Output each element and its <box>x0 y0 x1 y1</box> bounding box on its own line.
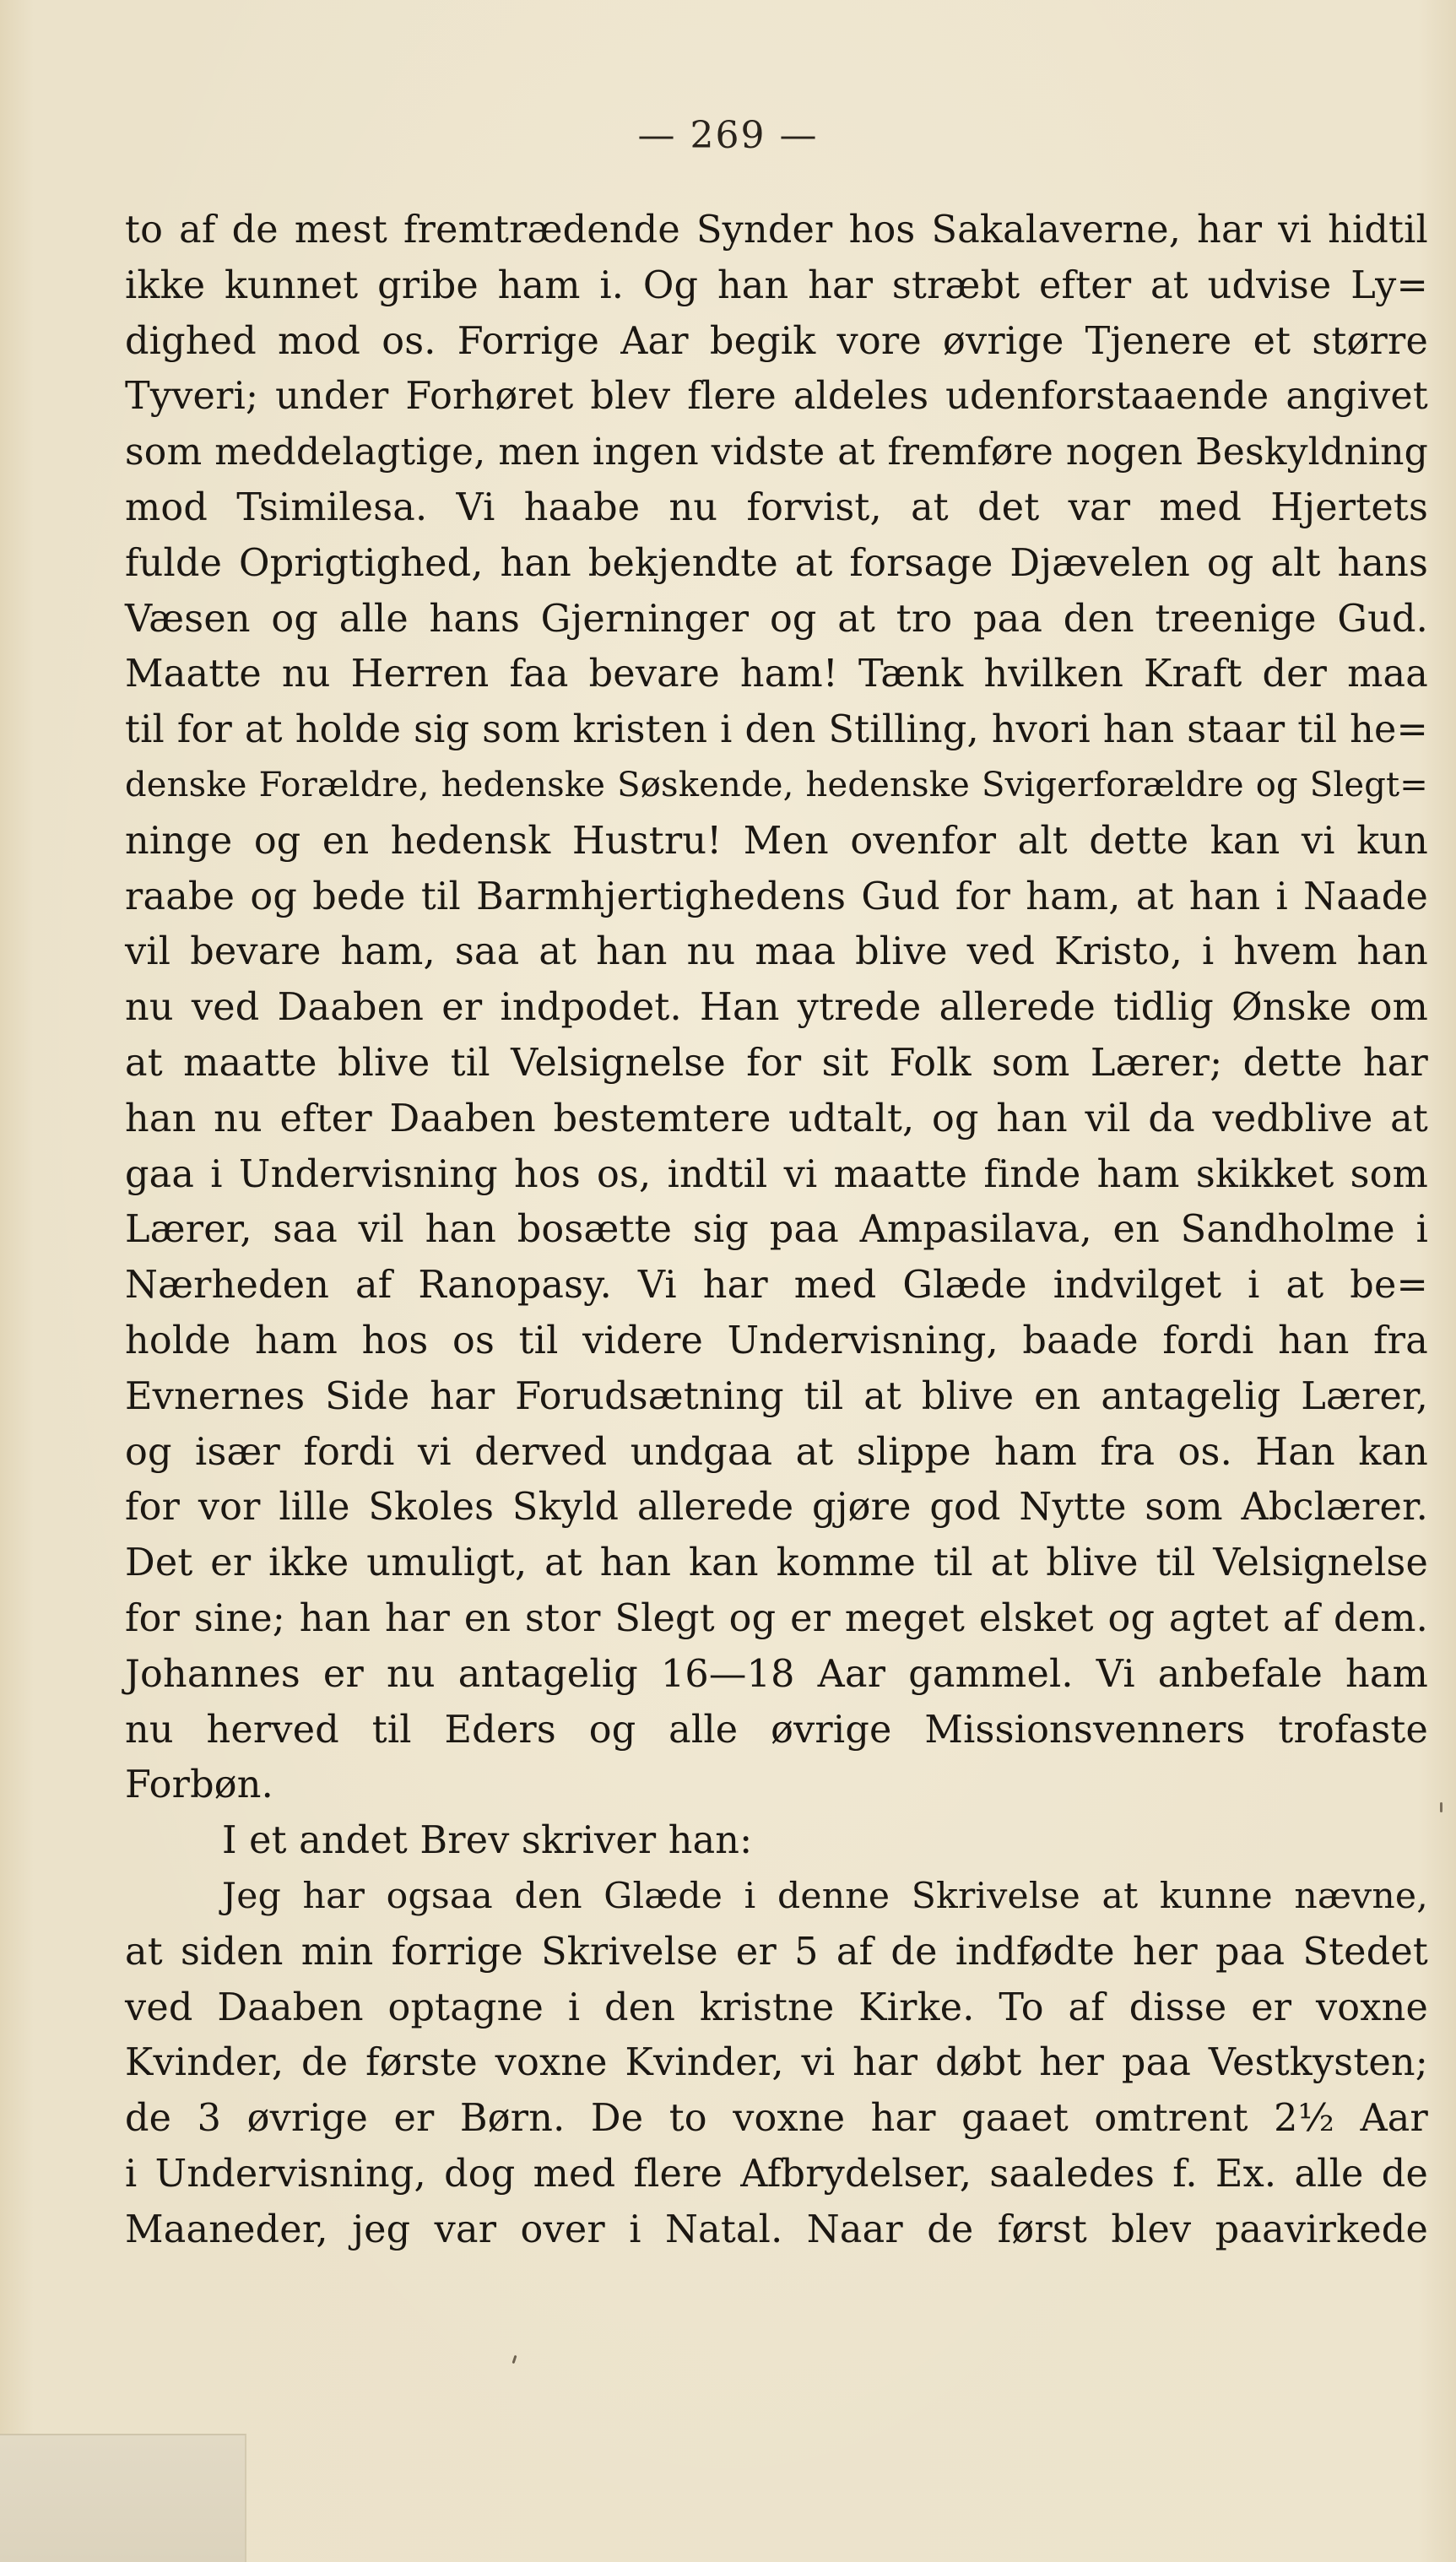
page-number: — 269 — <box>637 114 819 157</box>
page-body-text <box>125 203 1428 2257</box>
text-line: ved Daaben optagne i den kristne Kirke. To af disse er voxne <box>125 1985 1428 2029</box>
text-line: Kvinder, de første voxne Kvinder, vi har døbt her paa Vestkysten; <box>125 2041 1428 2085</box>
text-line: og især fordi vi derved undgaa at slippe ham fra os. Han kan <box>125 1430 1428 1474</box>
text-line: raabe og bede til Barmhjertighedens Gud for ham, at han i Naade <box>125 875 1428 918</box>
page-corner-fold <box>0 2434 246 2562</box>
text-line: som meddelagtige, men ingen vidste at fremføre nogen Beskyldning <box>125 431 1428 474</box>
text-line: mod Tsimilesa. Vi haabe nu forvist, at det var med Hjertets <box>125 485 1428 529</box>
text-line: nu herved til Eders og alle øvrige Missionsvenners trofaste <box>125 1708 1428 1752</box>
text-line: holde ham hos os til videre Undervisning, baade fordi han fra <box>125 1319 1428 1362</box>
text-line: Maaneder, jeg var over i Natal. Naar de først blev paavirkede <box>125 2207 1428 2251</box>
text-line: de 3 øvrige er Børn. De to voxne har gaaet omtrent 2½ Aar <box>125 2097 1428 2141</box>
text-line: Maatte nu Herren faa bevare ham! Tænk hvilken Kraft der maa <box>125 653 1428 696</box>
text-line: for vor lille Skoles Skyld allerede gjøre god Nytte som Abclærer. <box>125 1486 1428 1530</box>
text-line: Lærer, saa vil han bosætte sig paa Ampasilava, en Sandholme i <box>125 1208 1428 1252</box>
text-line: to af de mest fremtrædende Synder hos Sakalaverne, har vi hidtil <box>125 209 1428 252</box>
text-line: vil bevare ham, saa at han nu maa blive ved Kristo, i hvem han <box>125 930 1428 974</box>
text-line: ikke kunnet gribe ham i. Og han har stræbt efter at udvise Ly= <box>125 263 1428 307</box>
margin-mark <box>1440 1802 1442 1812</box>
text-line: at maatte blive til Velsignelse for sit Folk som Lærer; dette har <box>125 1041 1428 1085</box>
text-line: Forbøn. <box>125 1763 273 1807</box>
text-line: ninge og en hedensk Hustru! Men ovenfor alt dette kan vi kun <box>125 819 1428 863</box>
text-line: Jeg har ogsaa den Glæde i denne Skrivelse at kunne nævne, <box>222 1875 1428 1917</box>
text-line: for sine; han har en stor Slegt og er meget elsket og agtet af dem. <box>125 1596 1428 1640</box>
text-line: I et andet Brev skriver han: <box>222 1819 753 1863</box>
text-line: Nærheden af Ranopasy. Vi har med Glæde indvilget i at be= <box>125 1264 1428 1308</box>
text-line: at siden min forrige Skrivelse er 5 af de indfødte her paa Stedet <box>125 1930 1428 1974</box>
text-line: til for at holde sig som kristen i den Stilling, hvori han staar til he= <box>125 708 1428 752</box>
text-line: Det er ikke umuligt, at han kan komme til at blive til Velsignelse <box>125 1541 1428 1585</box>
text-line: dighed mod os. Forrige Aar begik vore øvrige Tjenere et større <box>125 319 1428 363</box>
ink-speck <box>512 2355 517 2364</box>
text-line: denske Forældre, hedenske Søskende, hedenske Svigerforældre og Slegt= <box>125 765 1428 804</box>
text-line: Væsen og alle hans Gjerninger og at tro paa den treenige Gud. <box>125 597 1428 641</box>
text-line: han nu efter Daaben bestemtere udtalt, og han vil da vedblive at <box>125 1097 1428 1140</box>
text-line: Evnernes Side har Forudsætning til at blive en antagelig Lærer, <box>125 1374 1428 1418</box>
text-line: nu ved Daaben er indpodet. Han ytrede allerede tidlig Ønske om <box>125 986 1428 1030</box>
text-line: Tyveri; under Forhøret blev flere aldeles udenforstaaende angivet <box>125 375 1428 419</box>
text-line: i Undervisning, dog med flere Afbrydelser, saaledes f. Ex. alle de <box>125 2152 1428 2196</box>
text-line: gaa i Undervisning hos os, indtil vi maatte finde ham skikket som <box>125 1152 1428 1196</box>
text-line: Johannes er nu antagelig 16—18 Aar gammel. Vi anbefale ham <box>125 1652 1428 1696</box>
text-line: fulde Oprigtighed, han bekjendte at forsage Djævelen og alt hans <box>125 541 1428 585</box>
